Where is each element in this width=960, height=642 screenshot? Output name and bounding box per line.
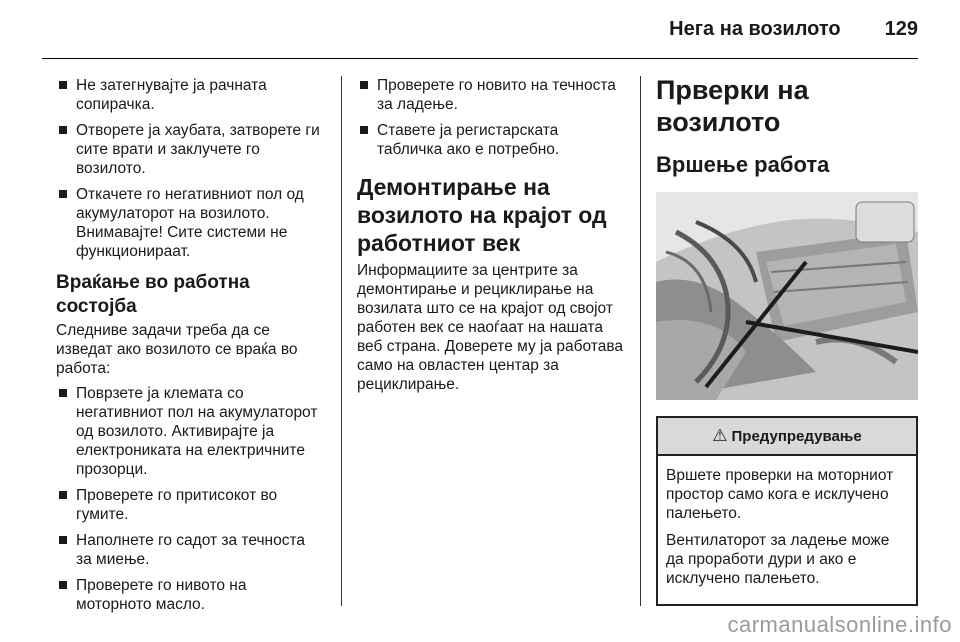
watermark: carmanualsonline.info (727, 612, 952, 637)
warning-body (658, 456, 916, 604)
section-heading: Враќање во работна состојба (56, 272, 250, 317)
list-item: Поврзете ја клемата со негативниот пол на акумулаторот од возилото. Активирајте ја електрониката на електричните прозорци. (56, 384, 324, 479)
column-3 (656, 76, 918, 606)
header-rule (42, 58, 918, 59)
list-item: Проверете го нивото на моторното масло. (56, 576, 324, 614)
column-divider (640, 76, 641, 606)
list-item: Отворете ја хаубата, затворете ги сите врати и заклучете го возилото. (56, 121, 324, 178)
bullet-list (357, 76, 627, 159)
header-title: Нега на возилото (669, 18, 841, 40)
list-item: Ставете ја регистарската табличка ако е потребно. (357, 121, 627, 159)
engine-bay-photo (656, 192, 918, 400)
bullet-list (56, 384, 324, 614)
list-item: Наполнете го садот за течноста за миење. (56, 531, 324, 569)
chapter-heading: Прверки на возилото (656, 75, 809, 137)
warning-box (656, 416, 918, 606)
warning-header (658, 418, 916, 456)
warning-title: Предупредување (731, 427, 862, 445)
column-2 (357, 76, 627, 400)
list-item: Проверете го притисокот во гумите. (56, 486, 324, 524)
warning-triangle-icon: ⚠ (712, 426, 728, 445)
intro-paragraph: Следниве задачи треба да се изведат ако возилото се враќа во работа: (56, 322, 298, 377)
list-item: Откачете го негативниот пол од акумулаторот на возилото. Внимавајте! Сите системи не функционираат. (56, 185, 324, 261)
warning-paragraph: Вентилаторот за ладење може да проработи дури и ако е исклучено палењето. (666, 532, 890, 587)
page-number: 129 (884, 18, 918, 40)
list-item: Не затегнувајте ја рачната сопирачка. (56, 76, 324, 114)
subheading: Вршење работа (656, 152, 830, 177)
engine-bay-illustration (656, 192, 918, 400)
list-item: Проверете го новито на течноста за ладење. (357, 76, 627, 114)
section-heading: Демонтирање на возилото на крајот од работниот век (357, 174, 607, 256)
column-1 (56, 76, 324, 621)
warning-paragraph: Вршете проверки на моторниот простор само кога е исклучено палењето. (666, 467, 894, 522)
bullet-list (56, 76, 324, 261)
body-paragraph: Информациите за центрите за демонтирање и рециклирање на возилата што се на крајот од својот работен век се наоѓаат на нашата веб страна. Доверете му ја работава само на овластен центар за рециклирање. (357, 262, 624, 393)
column-divider (341, 76, 342, 606)
